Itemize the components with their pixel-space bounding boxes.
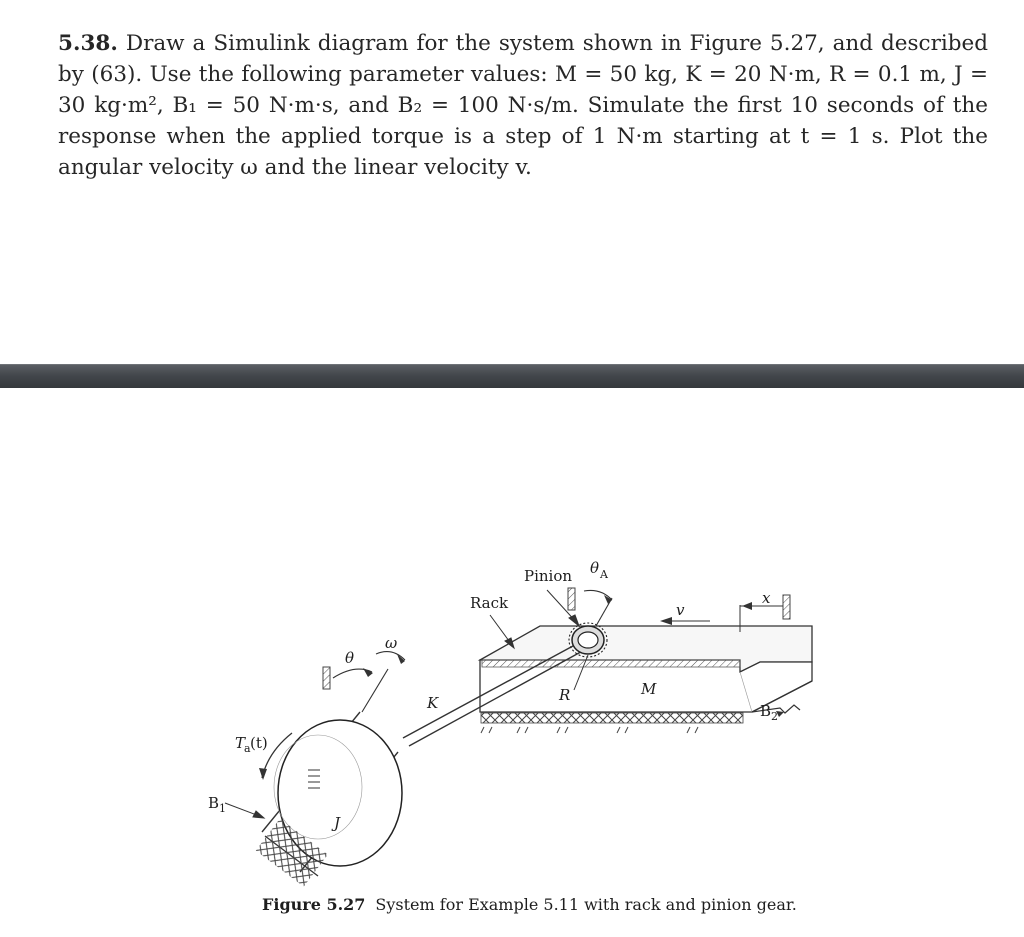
label-k: K [427, 694, 439, 712]
label-torque-sub: a [244, 742, 251, 755]
omega-arrow [376, 652, 405, 664]
label-x: x [762, 589, 771, 607]
problem-number: 5.38. [58, 31, 118, 56]
label-torque-arg: (t) [250, 734, 268, 752]
rack-pinion-diagram [0, 388, 1024, 937]
label-theta-a-sub: A [600, 568, 608, 581]
problem-statement [58, 28, 988, 183]
section-divider [0, 364, 1024, 389]
caption-text: System for Example 5.11 with rack and pinion gear. [375, 895, 797, 914]
label-r: R [559, 686, 571, 704]
label-b2: B [760, 702, 772, 720]
label-theta-a: θ [590, 559, 600, 577]
label-torque: T [235, 734, 246, 752]
label-omega: ω [385, 634, 398, 652]
problem-text: Draw a Simulink diagram for the system shown in Figure 5.27, and described by (63). Use the following parameter values: M = 50 kg, K = 20 N·m, R = 0.1 m, J = 30 kg·m², B₁ = 50 N·m·s, and B₂ = 100 N·s/m. Simulate the first 10 seconds of the response when the applied torque is a step of 1 N·m starting at t = 1 s. Plot the angular velocity ω and the linear velocity v. [58, 31, 988, 180]
label-v: v [676, 601, 685, 619]
label-rack: Rack [470, 594, 509, 612]
label-theta: θ [345, 649, 355, 667]
label-b2-sub: 2 [771, 710, 778, 723]
wall-theta [323, 667, 388, 712]
label-pinion: Pinion [524, 567, 573, 585]
figure-caption [262, 895, 797, 914]
v-arrow [660, 617, 710, 625]
label-b1: B [208, 794, 220, 812]
label-j: J [334, 814, 341, 832]
label-b1-sub: 1 [219, 802, 226, 815]
label-m: M [641, 680, 657, 698]
rack-ground-hatch [481, 713, 743, 733]
caption-number: Figure 5.27 [262, 895, 366, 914]
figure [0, 388, 1024, 937]
